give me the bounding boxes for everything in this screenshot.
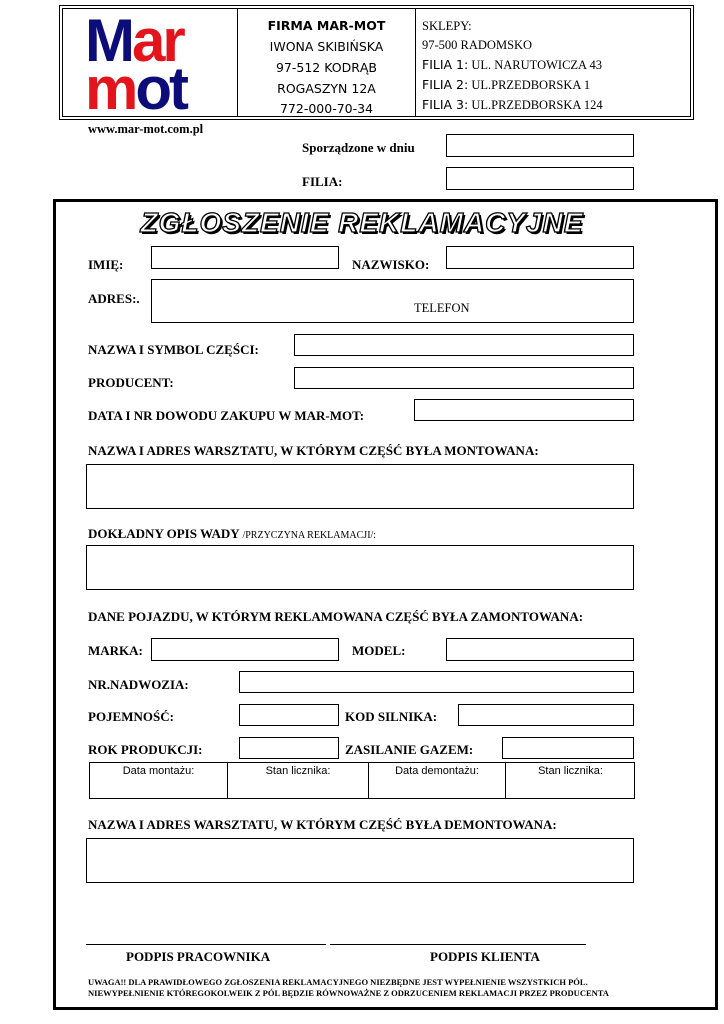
branch-label: FILIA 3: bbox=[422, 97, 469, 112]
gas-field[interactable] bbox=[502, 737, 634, 759]
table-header: Data montażu: bbox=[122, 765, 195, 777]
shops-city: 97-500 RADOMSKO bbox=[422, 38, 533, 52]
company-street: ROGASZYN 12A bbox=[277, 81, 376, 96]
part-name-label: NAZWA I SYMBOL CZĘŚCI: bbox=[88, 342, 259, 357]
table-header: Data demontażu: bbox=[395, 765, 479, 777]
logo-line-2 bbox=[85, 55, 186, 122]
vehicle-heading: DANE POJAZDU, W KTÓRYM REKLAMOWANA CZĘŚĆ BYŁA ZAMONTOWANA: bbox=[88, 609, 584, 624]
install-workshop-label: NAZWA I ADRES WARSZTATU, W KTÓRYM CZĘŚĆ BYŁA MONTOWANA: bbox=[88, 443, 539, 458]
logo-letter-red: m bbox=[85, 55, 136, 122]
logo-letters: ot bbox=[135, 55, 186, 122]
mileage-table bbox=[89, 762, 635, 799]
branch-label: FILIA 1: bbox=[422, 57, 469, 72]
first-name-label: IMIĘ: bbox=[88, 257, 124, 272]
producer-label: PRODUCENT: bbox=[88, 375, 174, 390]
purchase-proof-field[interactable] bbox=[414, 399, 634, 421]
date-field[interactable] bbox=[446, 134, 634, 157]
gas-label: ZASILANIE GAZEM: bbox=[345, 742, 474, 757]
make-label: MARKA: bbox=[88, 643, 143, 658]
logo bbox=[63, 7, 237, 122]
branch-field[interactable] bbox=[446, 167, 634, 190]
part-name-field[interactable] bbox=[294, 334, 634, 356]
branch-label: FILIA 2: bbox=[422, 77, 469, 92]
defect-label-text: DOKŁADNY OPIS WADY bbox=[88, 526, 240, 541]
removal-workshop-field[interactable] bbox=[86, 838, 634, 883]
notice-line-1: UWAGA!! DLA PRAWIDŁOWEGO ZGŁOSZENIA REKLAMACYJNEGO NIEZBĘDNE JEST WYPEŁNIENIE WSZYSTKICH PÓL. bbox=[88, 977, 588, 987]
branch-address: UL.PRZEDBORSKA 124 bbox=[471, 98, 603, 112]
shop-branch-2 bbox=[422, 77, 590, 93]
shop-branch-3 bbox=[422, 97, 603, 113]
client-signature-line[interactable] bbox=[330, 944, 586, 945]
logo-letter: M bbox=[85, 7, 132, 74]
capacity-field[interactable] bbox=[239, 704, 339, 726]
defect-label bbox=[88, 526, 376, 542]
last-name-label: NAZWISKO: bbox=[352, 257, 430, 272]
removal-mileage-cell[interactable] bbox=[505, 763, 635, 798]
install-mileage-cell[interactable] bbox=[227, 763, 368, 798]
model-label: MODEL: bbox=[352, 643, 406, 658]
company-info bbox=[238, 9, 415, 118]
letterhead bbox=[59, 5, 694, 120]
engine-code-field[interactable] bbox=[458, 704, 634, 726]
company-phone: 772-000-70-34 bbox=[279, 101, 374, 116]
purchase-proof-label: DATA I NR DOWODU ZAKUPU W MAR-MOT: bbox=[88, 408, 365, 423]
notice-line-2: NIEWYPEŁNIENIE KTÓREGOKOLWEIK Z PÓL BĘDZIE RÓWNOWAŻNE Z ODRZUCENIEM REKLAMACJI PRZEZ PRODUCENTA bbox=[88, 988, 609, 998]
table-header: Stan licznika: bbox=[265, 765, 331, 777]
company-owner: IWONA SKIBIŃSKA bbox=[269, 39, 384, 54]
producer-field[interactable] bbox=[294, 367, 634, 389]
year-label: ROK PRODUKCJI: bbox=[88, 742, 203, 757]
phone-label: TELEFON bbox=[414, 301, 470, 315]
date-label: Sporządzone w dniu bbox=[302, 140, 415, 155]
install-date-cell[interactable] bbox=[90, 763, 227, 798]
model-field[interactable] bbox=[446, 638, 634, 661]
address-label: ADRES:. bbox=[88, 291, 140, 306]
install-workshop-field[interactable] bbox=[86, 464, 634, 509]
branch-address: UL. NARUTOWICZA 43 bbox=[471, 58, 603, 72]
logo-letters-red: ar bbox=[131, 7, 183, 74]
shops-title: SKLEPY: bbox=[422, 19, 472, 33]
engine-code-label: KOD SILNIKA: bbox=[345, 709, 438, 724]
letterhead-inner-border bbox=[62, 7, 691, 122]
form-title: ZGŁOSZENIE REKLAMACYJNE bbox=[140, 207, 584, 238]
company-name: FIRMA MAR-MOT bbox=[267, 18, 386, 33]
last-name-field[interactable] bbox=[446, 246, 634, 269]
shops-info bbox=[416, 9, 690, 118]
employee-signature-line[interactable] bbox=[86, 944, 326, 945]
removal-date-cell[interactable] bbox=[368, 763, 505, 798]
branch-address: UL.PRZEDBORSKA 1 bbox=[471, 78, 591, 92]
client-signature-label: PODPIS KLIENTA bbox=[430, 949, 540, 964]
defect-description-field[interactable] bbox=[86, 545, 634, 590]
year-field[interactable] bbox=[239, 737, 339, 759]
defect-hint: /PRZYCZYNA REKLAMACJI/: bbox=[242, 530, 377, 541]
removal-workshop-label: NAZWA I ADRES WARSZTATU, W KTÓRYM CZĘŚĆ BYŁA DEMONTOWANA: bbox=[88, 817, 557, 832]
company-postal: 97-512 KODRĄB bbox=[275, 60, 378, 75]
employee-signature-label: PODPIS PRACOWNIKA bbox=[126, 949, 271, 964]
first-name-field[interactable] bbox=[151, 246, 339, 269]
branch-label: FILIA: bbox=[302, 174, 343, 189]
address-field[interactable] bbox=[151, 279, 634, 323]
vin-field[interactable] bbox=[239, 671, 634, 693]
make-field[interactable] bbox=[151, 638, 339, 661]
table-header: Stan licznika: bbox=[538, 765, 603, 777]
vin-label: NR.NADWOZIA: bbox=[88, 677, 189, 692]
website-link[interactable]: www.mar-mot.com.pl bbox=[88, 122, 204, 136]
capacity-label: POJEMNOŚĆ: bbox=[88, 709, 174, 724]
shop-branch-1 bbox=[422, 57, 602, 73]
